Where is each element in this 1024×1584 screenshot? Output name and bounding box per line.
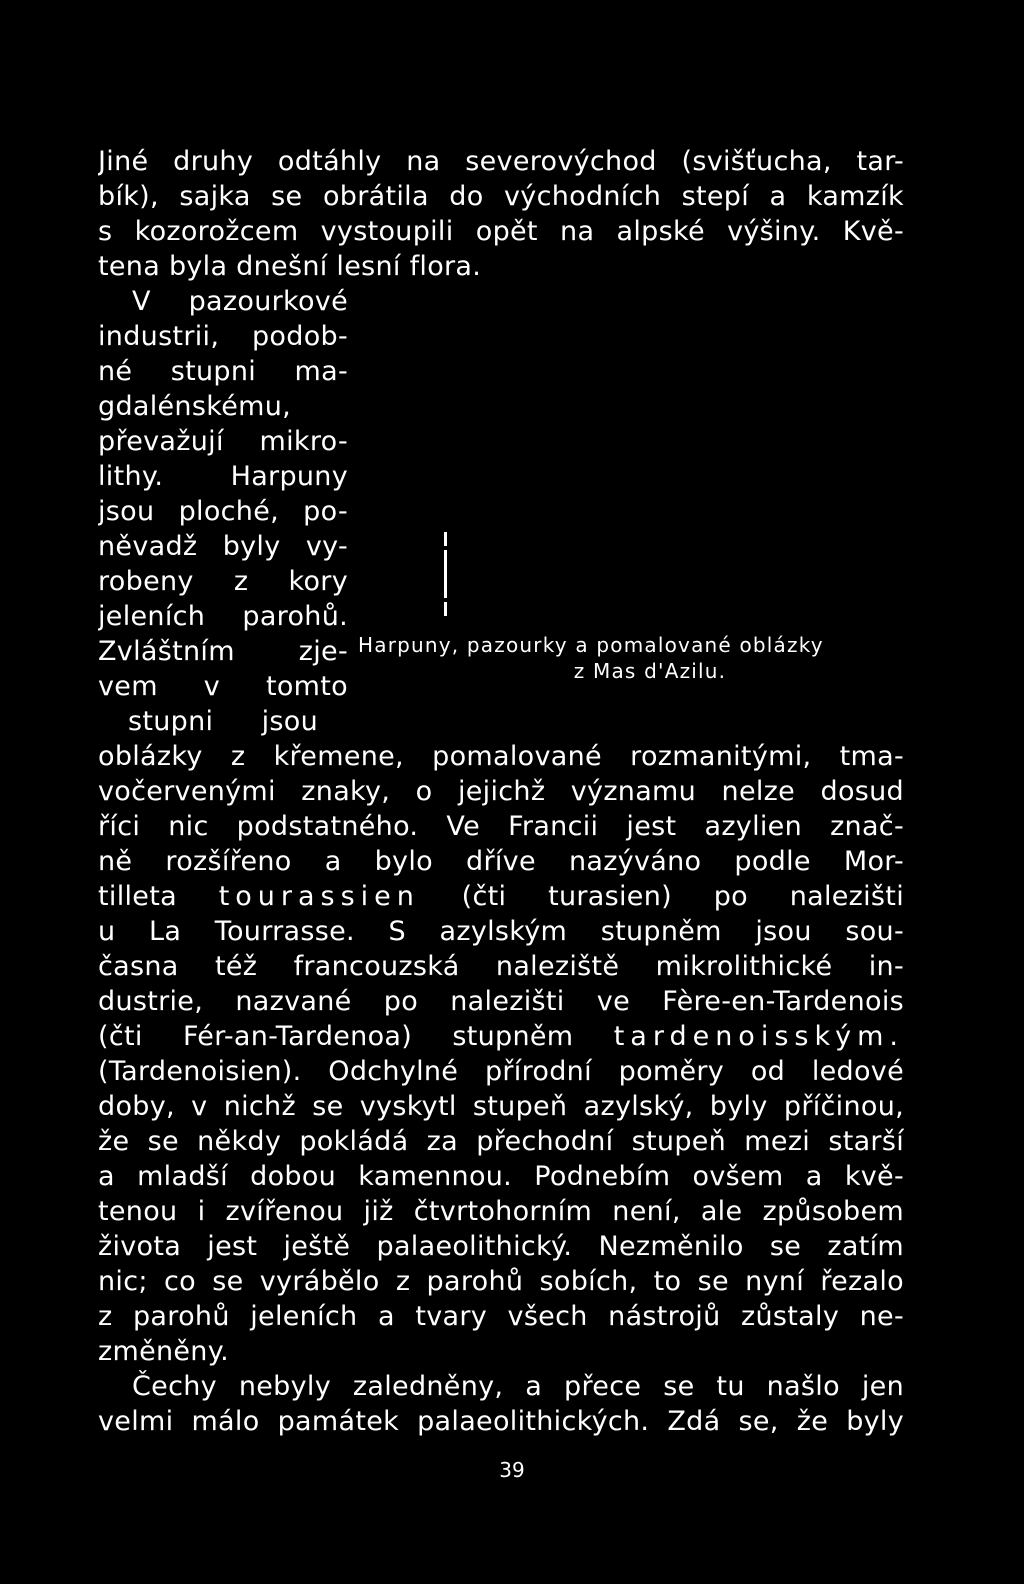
text-line: Čechy nebyly zaledněny, a přece se tu našlo jen bbox=[132, 1371, 904, 1402]
text-line: něvadž byly vy- bbox=[98, 531, 348, 562]
text-line: né stupni ma- bbox=[98, 356, 348, 387]
text-line: bík), sajka se obrátila do východních stepí a kamzík bbox=[98, 181, 904, 212]
caption-line: z Mas d'Azilu. bbox=[573, 659, 727, 683]
spaced-term: tardenoisským. bbox=[613, 1021, 904, 1052]
caption-line: Harpuny, pazourky a pomalované oblázky bbox=[358, 633, 824, 657]
text-line: gdalénskému, bbox=[98, 391, 291, 422]
text-fragment: (čti turasien) po nalezišti bbox=[461, 881, 904, 912]
text-line: časna též francouzská naleziště mikrolithické in- bbox=[98, 951, 904, 982]
paragraph-intro bbox=[98, 144, 904, 1439]
text-fragment: tilleta bbox=[98, 881, 177, 912]
text-line: oblázky z křemene, pomalované rozmanitými, tma- bbox=[98, 741, 904, 772]
text-line: u La Tourrasse. S azylským stupněm jsou sou- bbox=[98, 916, 904, 947]
text-line: (Tardenoisien). Odchylné přírodní poměry od ledové bbox=[98, 1056, 904, 1087]
text-line: lithy. Harpuny bbox=[98, 461, 348, 492]
text-line: jeleních parohů. bbox=[98, 601, 348, 632]
text-line: industrii, podob- bbox=[98, 321, 348, 352]
text-line-tilleta bbox=[98, 879, 904, 914]
text-line: a mladší dobou kamennou. Podnebím ovšem a kvě- bbox=[98, 1161, 904, 1192]
harpoon-mark bbox=[444, 602, 447, 616]
text-fragment: (čti Fér-an-Tardenoa) stupněm bbox=[98, 1021, 574, 1052]
text-line: robeny z kory bbox=[98, 566, 348, 597]
page-number: 39 bbox=[499, 1458, 525, 1482]
text-line: života jest ještě palaeolithický. Nezměnilo se zatím bbox=[98, 1231, 904, 1262]
text-line: ně rozšířeno a bylo dříve nazýváno podle Mor- bbox=[98, 846, 904, 877]
text-line: jsou ploché, po- bbox=[98, 496, 348, 527]
text-line: dustrie, nazvané po nalezišti ve Fère-en-Tardenois bbox=[98, 986, 904, 1017]
text-line: vočervenými znaky, o jejichž významu nelze dosud bbox=[98, 776, 904, 807]
text-line: tenou i zvířenou již čtvrtohorním není, ale způsobem bbox=[98, 1196, 904, 1227]
harpoon-mark bbox=[444, 550, 447, 598]
text-line: V pazourkové bbox=[132, 286, 348, 317]
text-line: nic; co se vyrábělo z parohů sobích, to se nyní řezalo bbox=[98, 1266, 904, 1297]
text-line: Jiné druhy odtáhly na severovýchod (svišťucha, tar- bbox=[98, 146, 904, 177]
figure-harpoons bbox=[350, 520, 910, 710]
text-line: s kozorožcem vystoupili opět na alpské výšiny. Kvě- bbox=[98, 216, 904, 247]
spaced-term: tourassien bbox=[218, 881, 420, 912]
text-line: doby, v nichž se vyskytl stupeň azylský, byly příčinou, bbox=[98, 1091, 904, 1122]
text-line: stupni jsou bbox=[128, 706, 318, 737]
text-line: tena byla dnešní lesní flora. bbox=[98, 251, 482, 282]
text-line: změněny. bbox=[98, 1336, 230, 1367]
text-line: z parohů jeleních a tvary všech nástrojů zůstaly ne- bbox=[98, 1301, 904, 1332]
text-line: že se někdy pokládá za přechodní stupeň mezi starší bbox=[98, 1126, 904, 1157]
figure-caption bbox=[350, 632, 910, 684]
text-line: velmi málo památek palaeolithických. Zdá se, že byly bbox=[98, 1406, 904, 1437]
text-line-fer bbox=[98, 1019, 904, 1054]
harpoon-mark bbox=[444, 532, 447, 546]
text-line: říci nic podstatného. Ve Francii jest azylien znač- bbox=[98, 811, 904, 842]
text-line: převažují mikro- bbox=[98, 426, 348, 457]
text-line: vem v tomto bbox=[98, 671, 348, 702]
text-line: Zvláštním zje- bbox=[98, 636, 348, 667]
